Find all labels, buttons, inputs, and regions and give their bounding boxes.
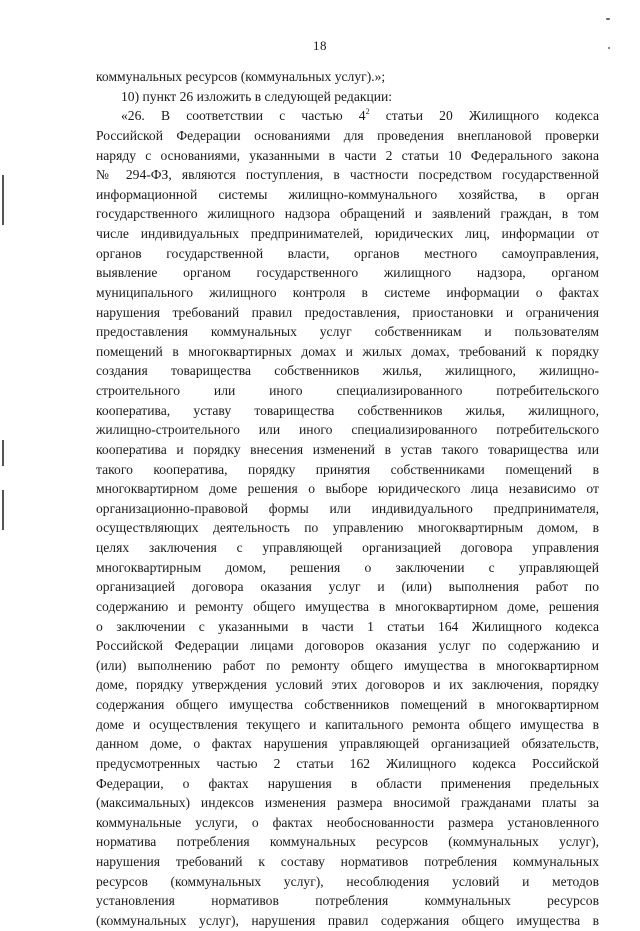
text-line: кооператива и порядку внесения изменений в устав такого товарищества или xyxy=(96,441,599,457)
text-line: Российской Федерации лицами договоров оказания услуг по содержанию и xyxy=(96,638,599,654)
text-line: данном доме, о фактах нарушения управляющей организацией обязательств, xyxy=(96,736,599,752)
text-line: муниципального жилищного контроля в системе информации о фактах xyxy=(96,284,599,300)
text-line: многоквартирным домом, решения о заключении с управляющей xyxy=(96,559,599,575)
scan-margin-mark xyxy=(2,175,4,225)
text-line: жилищно-строительного или иного специализированного потребительского xyxy=(96,422,599,438)
text-line: 10) пункт 26 изложить в следующей редакции: xyxy=(121,88,393,104)
superscript: 2 xyxy=(365,107,370,117)
scan-margin-mark xyxy=(2,440,4,466)
text-line: Федерации, о фактах нарушения в области применения предельных xyxy=(96,775,599,791)
text-line: нарушения требований к составу нормативов потребления коммунальных xyxy=(96,854,599,869)
text-line: № 294-ФЗ, являются поступления, в частности посредством государственной xyxy=(96,167,599,183)
text-line: такого кооператива, порядку принятия собственниками помещений в xyxy=(96,461,599,477)
scan-margin-mark xyxy=(2,490,4,530)
text-line: организационно-правовой формы или индивидуального предпринимателя, xyxy=(96,500,599,516)
text-line: Российской Федерации основаниями для проведения внеплановой проверки xyxy=(96,127,599,143)
scan-speck xyxy=(608,47,610,49)
text-line: (максимальных) индексов изменения размера вносимой гражданами платы за xyxy=(96,795,599,811)
text-fragment: статьи 20 Жилищного кодекса xyxy=(369,108,599,124)
document-body xyxy=(96,67,599,931)
text-line: коммунальных ресурсов (коммунальных услуг).»; xyxy=(96,69,386,84)
text-line: числе индивидуальных предпринимателей, юридических лиц, информации от xyxy=(96,226,599,241)
text-line: выявление органом государственного жилищного надзора, органом xyxy=(96,265,599,281)
text-line: организацией договора оказания услуг и (или) выполнения работ по xyxy=(96,579,599,595)
text-line: государственного жилищного надзора обращений и заявлений граждан, в том xyxy=(96,206,599,222)
text-line: нарушения требований правил предоставления, приостановки и ограничения xyxy=(96,304,599,320)
text-line: строительного или иного специализированного потребительского xyxy=(96,383,599,398)
text-line: содержания общего имущества собственников помещений в многоквартирном xyxy=(96,697,599,712)
text-line: ресурсов (коммунальных услуг), несоблюдения условий и методов xyxy=(96,873,599,889)
text-line xyxy=(96,106,599,126)
text-line: (коммунальных услуг), нарушения правил содержания общего имущества в xyxy=(96,912,599,928)
text-line: предоставления коммунальных услуг собственникам и пользователям xyxy=(96,324,599,340)
text-line: предусмотренных частью 2 статьи 162 Жилищного кодекса Российской xyxy=(96,755,599,771)
text-line: органов государственной власти, органов местного самоуправления, xyxy=(96,245,599,261)
text-line: норматива потребления коммунальных ресурсов (коммунальных услуг), xyxy=(96,834,599,850)
text-line: содержанию и ремонту общего имущества в многоквартирном доме, решения xyxy=(96,598,599,614)
text-line: информационной системы жилищно-коммунального хозяйства, в орган xyxy=(96,186,599,202)
text-line: наряду с основаниями, указанными в части 2 статьи 10 Федерального закона xyxy=(96,147,599,163)
text-line: коммунальные услуги, о фактах необоснованности размера установленного xyxy=(96,814,599,830)
text-fragment: «26. В соответствии с частью 4 xyxy=(121,108,366,124)
text-line: целях заключения с управляющей организацией договора управления xyxy=(96,540,599,555)
text-line: многоквартирном доме решения о выборе юридического лица независимо от xyxy=(96,481,599,497)
text-line: создания товарищества собственников жилья, жилищного, жилищно- xyxy=(96,363,599,379)
text-line: доме, порядку утверждения условий этих договоров и их заключения, порядку xyxy=(96,677,599,693)
page-number: 18 xyxy=(313,38,327,53)
text-line: (или) выполнению работ по ремонту общего имущества в многоквартирном xyxy=(96,657,599,673)
text-line: установления нормативов потребления коммунальных ресурсов xyxy=(96,893,599,909)
text-line: помещений в многоквартирных домах и жилых домах, требований к порядку xyxy=(96,343,599,359)
text-line: осуществляющих деятельность по управлению многоквартирным домом, в xyxy=(96,520,599,536)
text-line: кооператива, уставу товарищества собственников жилья, жилищного, xyxy=(96,402,599,418)
text-line: доме и осуществления текущего и капитального ремонта общего имущества в xyxy=(96,716,599,732)
text-line: о заключении с указанными в части 1 статьи 164 Жилищного кодекса xyxy=(96,618,599,634)
scan-speck xyxy=(606,18,610,20)
